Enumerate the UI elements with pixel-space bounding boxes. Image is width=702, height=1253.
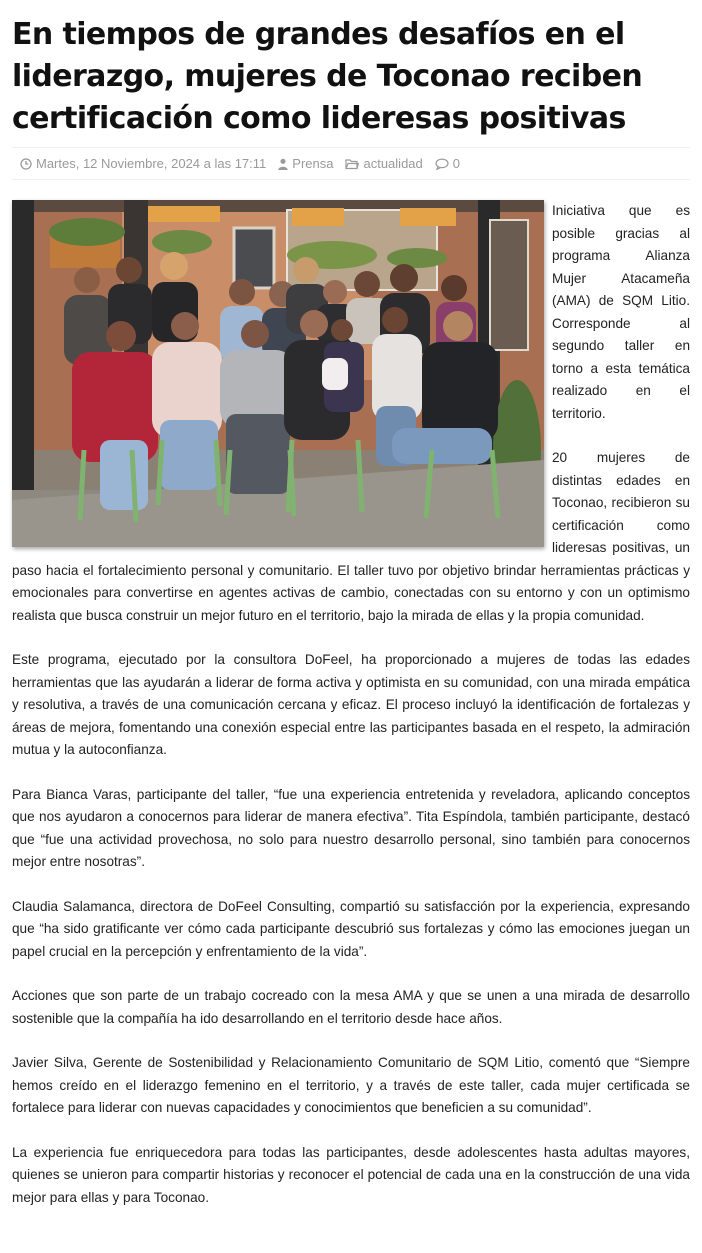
article-title: En tiempos de grandes desafíos en el liderazgo, mujeres de Toconao reciben certificación como lideresas positivas bbox=[12, 17, 643, 136]
meta-author-link[interactable]: Prensa bbox=[292, 156, 334, 171]
paragraph-1: Iniciativa que es posible gracias al programa Alianza Mujer Atacameña (AMA) de SQM Litio. Corresponde al segundo taller en torno a esta temática realizado en el territorio. bbox=[552, 203, 690, 421]
clock-icon bbox=[20, 158, 32, 170]
meta-category[interactable] bbox=[345, 156, 422, 171]
comment-icon bbox=[435, 158, 449, 170]
paragraph-2: 20 mujeres de distintas edades en Toconao, recibieron su certificación como lideresas positivas, un paso hacia el fortalecimiento personal y comunitario. El taller tuvo por objetivo brindar herramientas prácticas y emocionales para convertirse en agentes activas de cambio, conectadas con su entorno y con un optimismo realista que busca construir un mejor futuro en el territorio, bajo la mirada de ellas y la propia comunidad. bbox=[12, 450, 690, 623]
article-meta bbox=[12, 147, 690, 180]
paragraph-6: Acciones que son parte de un trabajo cocreado con la mesa AMA y que se unen a una mirada de desarrollo sostenible que la compañía ha ido desarrollando en el territorio desde hace años. bbox=[12, 988, 690, 1026]
meta-author[interactable] bbox=[278, 156, 333, 171]
article bbox=[12, 14, 690, 1209]
meta-category-link[interactable]: actualidad bbox=[363, 156, 423, 171]
group-photo bbox=[12, 200, 544, 547]
meta-comments-count[interactable]: 0 bbox=[452, 156, 460, 171]
article-content bbox=[12, 200, 690, 1209]
paragraph-3: Este programa, ejecutado por la consultora DoFeel, ha proporcionado a mujeres de todas las edades herramientas que las ayudarán a liderar de forma activa y optimista en su comunidad, con una mirada empática y resolutiva, a través de una comunicación cercana y eficaz. El proceso incluyó la identificación de fortalezas y áreas de mejora, fomentando una conexión especial entre las participantes basada en el respeto, la admiración mutua y la autoconfianza. bbox=[12, 652, 690, 757]
meta-comments[interactable] bbox=[435, 156, 460, 171]
folder-icon bbox=[345, 158, 359, 170]
paragraph-5: Claudia Salamanca, directora de DoFeel Consulting, compartió su satisfacción por la experiencia, expresando que “ha sido gratificante ver cómo cada participante descubrió sus fortalezas y cómo las emociones juegan un papel crucial en la percepción y enfrentamiento de la vida”. bbox=[12, 898, 690, 959]
user-icon bbox=[278, 158, 288, 170]
paragraph-8: La experiencia fue enriquecedora para todas las participantes, desde adolescentes hasta adultas mayores, quienes se unieron para compartir historias y reconocer el potencial de cada una en la construcción de una vida mejor para ellas y para Toconao. bbox=[12, 1144, 690, 1205]
meta-date bbox=[20, 156, 266, 171]
meta-date-text: Martes, 12 Noviembre, 2024 a las 17:11 bbox=[36, 156, 267, 171]
paragraph-7: Javier Silva, Gerente de Sostenibilidad y Relacionamiento Comunitario de SQM Litio, comentó que “Siempre hemos creído en el liderazgo femenino en el territorio, y a través de este taller, cada mujer certificada se fortalece para liderar con nuevas capacidades y conocimientos que beneficien a su comunidad”. bbox=[12, 1055, 690, 1115]
group-photo-illustration bbox=[12, 200, 544, 547]
paragraph-4: Para Bianca Varas, participante del taller, “fue una experiencia entretenida y reveladora, aplicando conceptos que nos ayudaron a conocernos para liderar de manera efectiva”. Tita Espíndola, también participante, destacó que “fue una actividad provechosa, no solo para nuestro desarrollo personal, sino también para conocernos mejor entre nosotras”. bbox=[12, 786, 690, 869]
